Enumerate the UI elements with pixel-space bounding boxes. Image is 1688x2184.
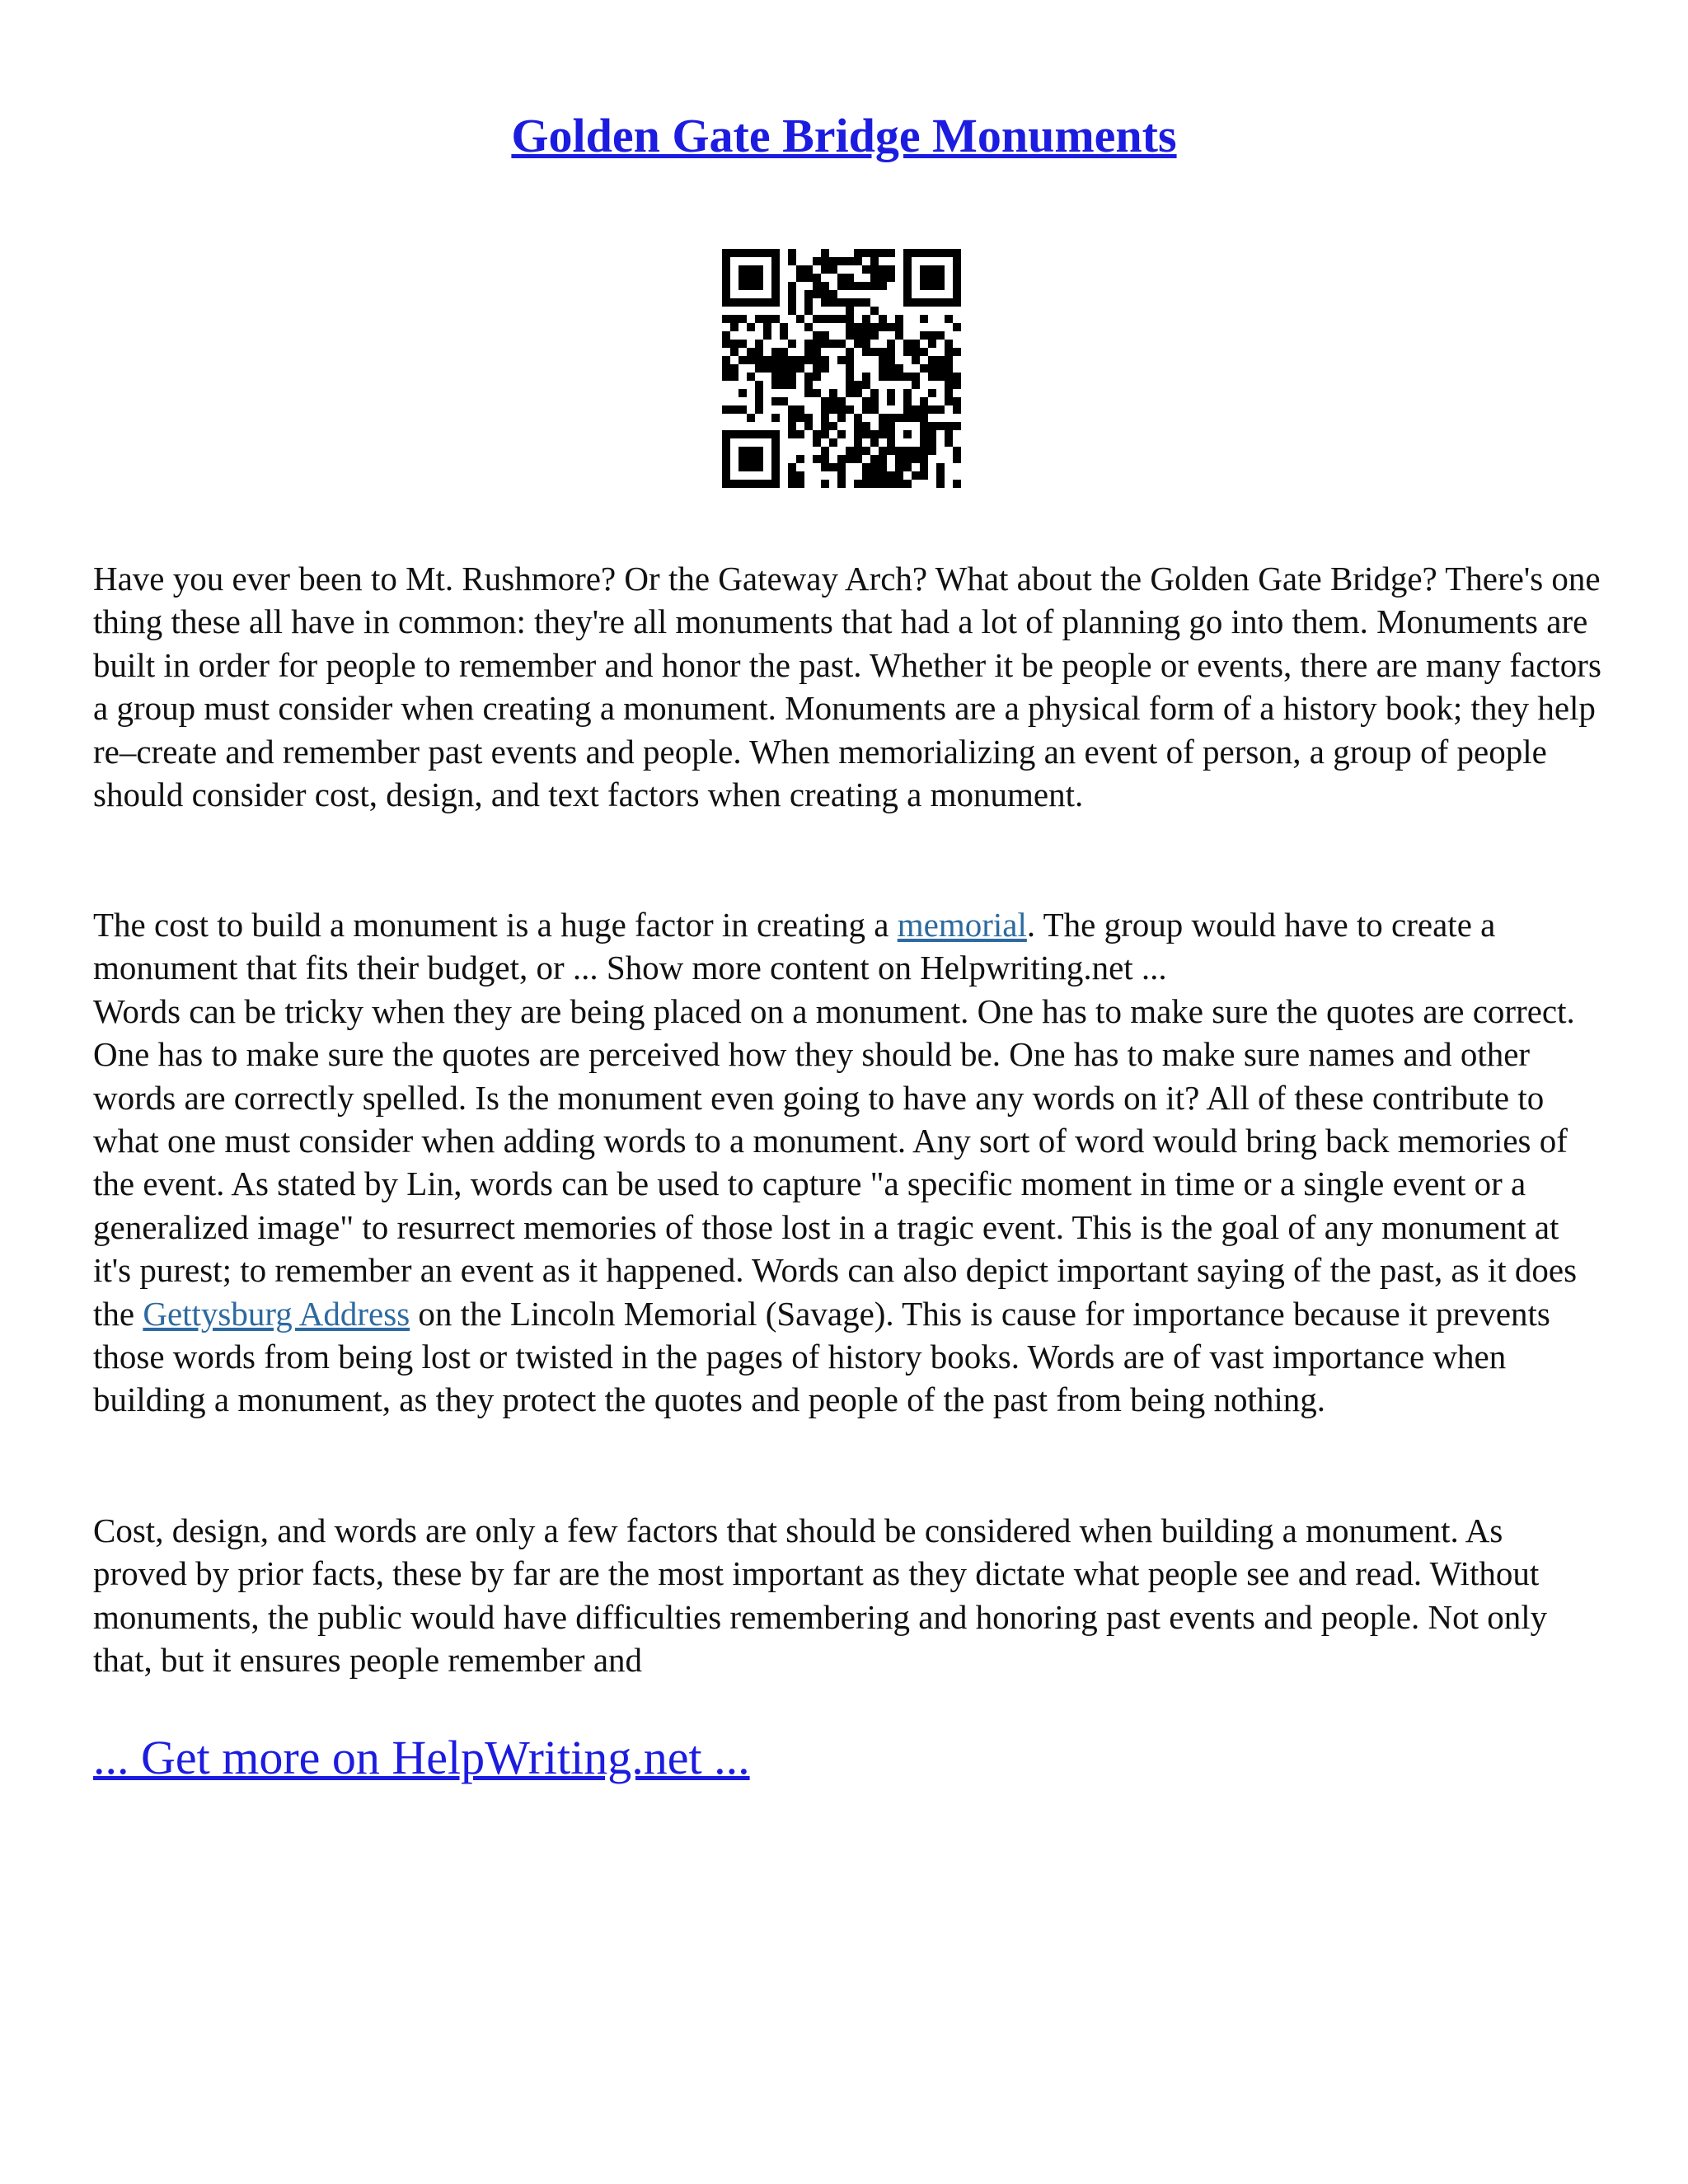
memorial-link[interactable]: memorial [897,906,1027,944]
page-title [0,107,1688,165]
intro-paragraph: Have you ever been to Mt. Rushmore? Or the Gateway Arch? What about the Golden Gate Bridge? There's one thing these all have in common: they're all monuments that had a lot of planning go into them. Monuments are built in order for people to remember and honor the past. Whether it be people or events, there are many factors a group must consider when creating a monument. Monuments are a physical form of a history book; they help re–create and remember past events and people. When memorializing an event of person, a group of people should consider cost, design, and text factors when creating a monument. [93,560,1601,814]
body-text-segment: The cost to build a monument is a huge factor in creating a [93,906,898,944]
gettysburg-address-link[interactable]: Gettysburg Address [143,1294,410,1333]
title-link[interactable]: Golden Gate Bridge Monuments [511,109,1177,162]
body-text-segment: . The group would have to create a monument that fits their budget, or ... Show more content on Helpwriting.net ... [93,906,1496,987]
qr-code-icon [722,249,961,488]
conclusion-paragraph: Cost, design, and words are only a few factors that should be considered when building a monument. As proved by prior facts, these by far are the most important as they dictate what people see and read. Without monuments, the public would have difficulties remembering and honoring past events and people. Not only that, but it ensures people remember and [93,1511,1548,1680]
get-more-link[interactable]: ... Get more on HelpWriting.net ... [93,1731,750,1784]
body-text-segment: Words can be tricky when they are being placed on a monument. One has to make sure the quotes are correct. One has to make sure the quotes are perceived how they should be. One has to make sure names and other words are correctly spelled. Is the monument even going to have any words on it? All of these contribute to what one must consider when adding words to a monument. Any sort of word would bring back memories of the event. As stated by Lin, words can be used to capture "a specific moment in time or a single event or a generalized image" to resurrect memories of those lost in a tragic event. This is the goal of any monument at it's purest; to remember an event as it happened. Words can also depict important saying of the past, as it does the [93,991,1578,1333]
body-paragraph [93,903,1601,1422]
body-text-segment: on the Lincoln Memorial (Savage). This is cause for importance because it prevents those words from being lost or twisted in the pages of history books. Words are of vast importance when building a monument, as they protect the quotes and people of the past from being nothing. [93,1294,1550,1419]
more-link-line [93,1729,750,1787]
